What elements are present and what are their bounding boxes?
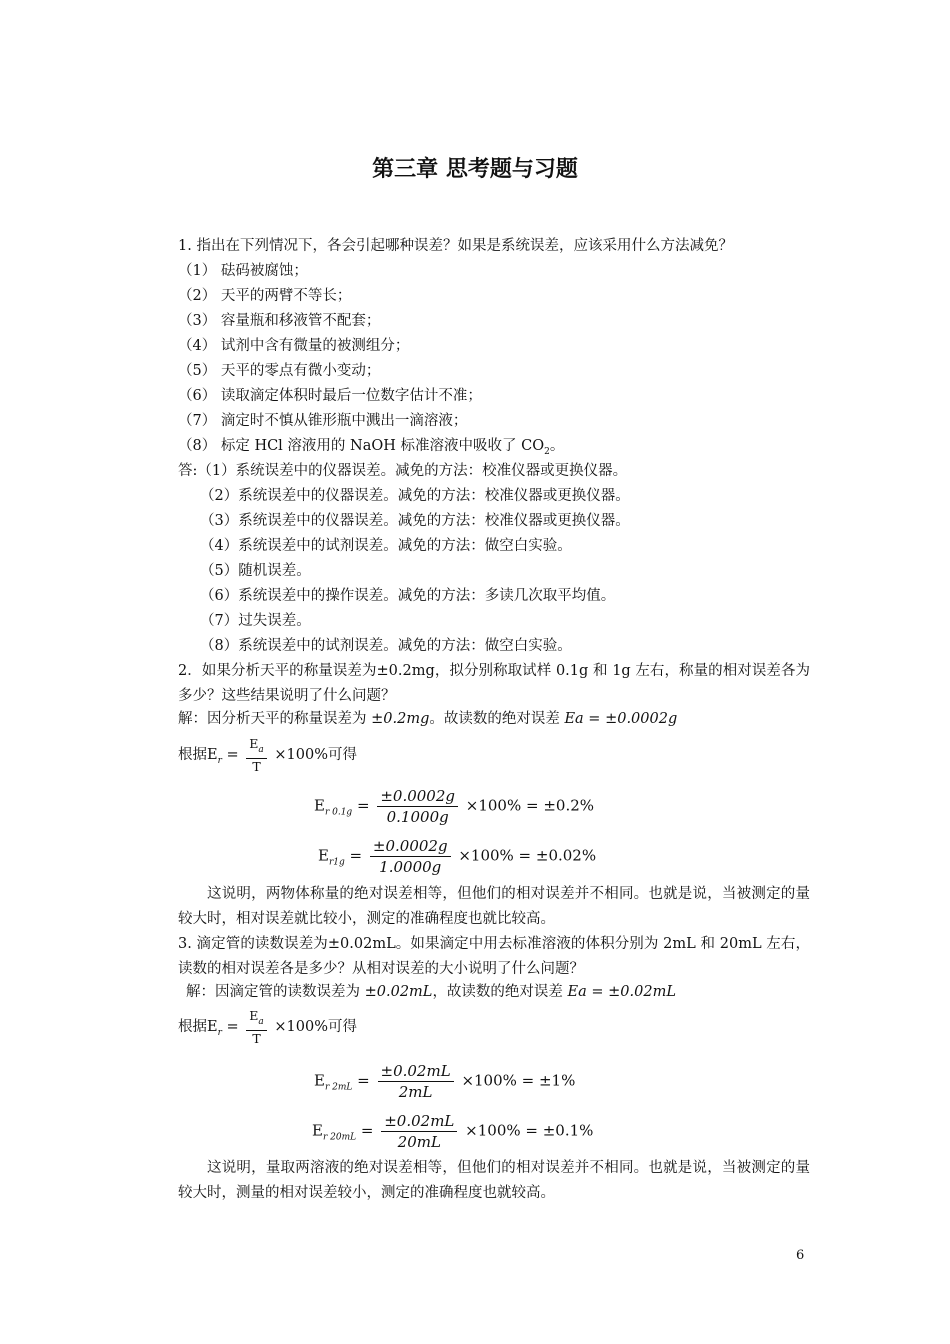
equation-result: ×100% = ±0.02% [458,846,597,865]
q3-conclusion: 这说明，量取两溶液的绝对误差相等，但他们的相对误差并不相同。也就是说，当被测定的量较大时，测量的相对误差较小，测定的准确程度也就较高。 [178,1160,810,1201]
q3-stem: 3. 滴定管的读数误差为±0.02mL。如果滴定中用去标准溶液的体积分别为 2mL 和 20mL 左右，读数的相对误差各是多少？从相对误差的大小说明了什么问题？ [178,936,810,977]
page-number: 6 [796,1248,805,1263]
q3-equation-2: $E_{r 20mL}$ = $\frac{\pm 0.02mL}{20mL}$ ×100% = ±0.1% [312,1112,594,1151]
q1-answer: （8）系统误差中的试剂误差。减免的方法：做空白实验。 [200,638,572,654]
percent-factor: ×100% [274,747,328,763]
q1-stem: 1. 指出在下列情况下，各会引起哪种误差？如果是系统误差，应该采用什么方法减免？ [178,238,733,254]
fraction-denominator: 20mL [397,1133,441,1151]
q3-fraction-1 [378,1061,454,1102]
q2-absolute-error: Ea = ±0.0002g [564,711,678,727]
q3-basis-formula: 根据$E_r$ = $\frac{E_a}{T}$ ×100%可得 [178,1008,357,1046]
q2-solution [178,707,677,732]
q1-answer: （3）系统误差中的仪器误差。减免的方法：校准仪器或更换仪器。 [200,513,630,529]
fraction-denominator: 1.0000g [379,858,442,876]
er-symbol: E [207,747,218,763]
q1-answer: （7）过失误差。 [200,613,311,629]
q2-equation-2: $E_{r1g}$ = $\frac{\pm 0.0002g}{1.0000g}$ ×100% = ±0.02% [318,837,597,876]
q1-item: （4） 试剂中含有微量的被测组分； [178,338,410,354]
equals-sign: = [226,747,239,763]
q3-equation-1: $E_{r 2mL}$ = $\frac{\pm 0.02mL}{2mL}$ ×100% = ±1% [314,1062,576,1101]
q1-item: （1） 砝码被腐蚀； [178,263,308,279]
q2-error-value: ±0.2mg [371,711,430,727]
fraction-denominator: 2mL [398,1083,433,1101]
q3-solution-text: 解：因滴定管的读数误差为 [186,984,360,1000]
eq-subscript: r 20mL [322,1132,357,1143]
fraction-denominator: T [252,759,261,774]
q1-item-8 [178,434,564,459]
ea-over-t-fraction [246,736,267,774]
q3-fraction-2 [381,1111,457,1152]
fraction-numerator: ±0.0002g [370,836,451,857]
q3-absolute-error: Ea = ±0.02mL [567,984,676,1000]
er-subscript: r [217,756,222,766]
q2-conclusion: 这说明，两物体称量的绝对误差相等，但他们的相对误差并不相同。也就是说，当被测定的量较大时，相对误差就比较小，测定的准确程度也就比较高。 [178,886,810,927]
q1-answer: （6）系统误差中的操作误差。减免的方法：多读几次取平均值。 [200,588,616,604]
q3-error-value: ±0.02mL [364,984,433,1000]
fraction-numerator: ±0.02mL [378,1061,454,1082]
page-title: 第三章 思考题与习题 [372,157,578,182]
fraction-numerator: $E_a$ [246,1008,267,1031]
q1-item: （2） 天平的两臂不等长； [178,288,352,304]
q3-solution-mid: ，故读数的绝对误差 [432,984,563,1000]
fraction-numerator: $E_a$ [246,736,267,759]
eq-subscript: r 0.1g [324,807,353,818]
q1-item: （5） 天平的零点有微小变动； [178,363,381,379]
q2-fraction-2 [370,836,451,877]
q1-answer: （5）随机误差。 [200,563,311,579]
fraction-denominator: T [252,1031,261,1046]
basis-suffix: 可得 [328,747,357,763]
equation-result: ×100% = ±0.2% [465,796,595,815]
eq-subscript: r1g [328,857,345,868]
q2-basis-formula [178,736,357,774]
equation-result: ×100% = ±1% [461,1071,576,1090]
q1-item: （7） 滴定时不慎从锥形瓶中溅出一滴溶液； [178,413,468,429]
q1-item: （6） 读取滴定体积时最后一位数字估计不准； [178,388,482,404]
q2-equation-1: $E_{r 0.1g}$ = $\frac{\pm 0.0002g}{0.1000g}$ ×100% = ±0.2% [314,787,595,826]
eq-subscript: r 2mL [324,1082,353,1093]
equation-result: ×100% = ±0.1% [465,1121,594,1140]
q1-answer: （2）系统误差中的仪器误差。减免的方法：校准仪器或更换仪器。 [200,488,630,504]
co2-subscript: 2 [544,446,550,457]
q1-answer: （4）系统误差中的试剂误差。减免的方法：做空白实验。 [200,538,572,554]
q1-item: （3） 容量瓶和移液管不配套； [178,313,381,329]
basis-label: 根据 [178,747,207,763]
q2-fraction-1 [377,786,458,827]
q2-solution-mid: 。故读数的绝对误差 [429,711,560,727]
fraction-numerator: ±0.02mL [381,1111,457,1132]
fraction-numerator: ±0.0002g [377,786,458,807]
ea-over-t-fraction [246,1008,267,1046]
q2-solution-text: 解：因分析天平的称量误差为 [178,711,367,727]
q2-stem: 2．如果分析天平的称量误差为±0.2mg，拟分别称取试样 0.1g 和 1g 左右，称量的相对误差各为多少？这些结果说明了什么问题？ [178,663,810,704]
q1-item-8-text: （8） 标定 HCl 溶液用的 NaOH 标准溶液中吸收了 CO [178,438,545,454]
q3-solution [186,980,676,1005]
q1-answer: 答:（1）系统误差中的仪器误差。减免的方法：校准仪器或更换仪器。 [178,463,628,479]
q1-item-8-end: 。 [549,438,565,454]
fraction-denominator: 0.1000g [386,808,449,826]
